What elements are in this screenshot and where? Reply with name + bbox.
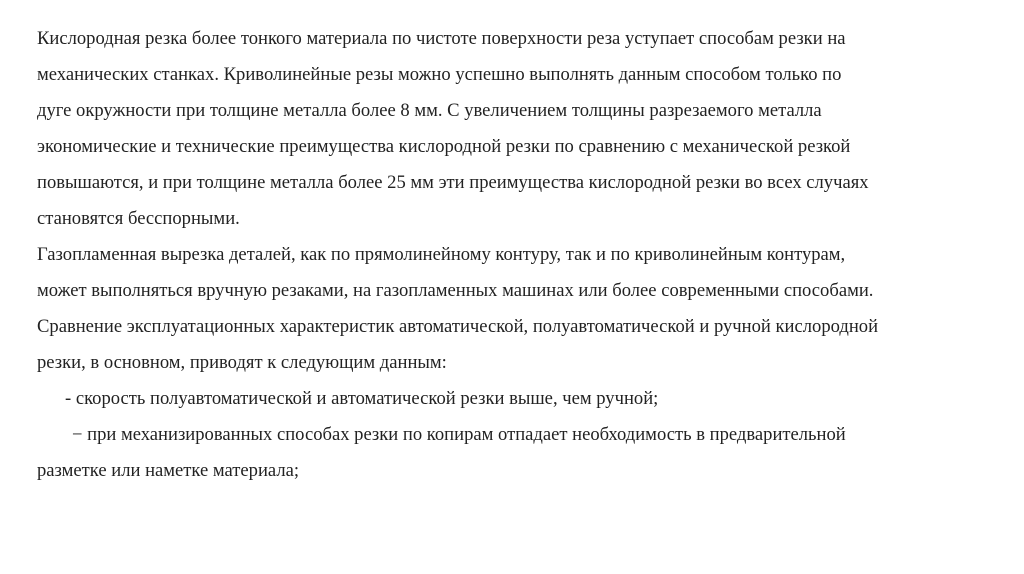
text-line-3: дуге окружности при толщине металла более 8 мм. С увеличением толщины разрезаемого металла	[37, 100, 822, 121]
text-line-10: резки, в основном, приводят к следующим данным:	[37, 352, 447, 373]
text-line-2: механических станках. Криволинейные резы можно успешно выполнять данным способом только по	[37, 64, 842, 85]
text-line-9: Сравнение эксплуатационных характеристик автоматической, полуавтоматической и ручной кислородной	[37, 316, 879, 337]
text-line-6: становятся бесспорными.	[37, 208, 240, 229]
text-line-13: разметке или наметке материала;	[37, 460, 300, 481]
text-line-4: экономические и технические преимущества кислородной резки по сравнению с механической резкой	[37, 136, 851, 157]
text-line-5: повышаются, и при толщине металла более 25 мм эти преимущества кислородной резки во всех случаях	[37, 172, 869, 193]
text-line-7: Газопламенная вырезка деталей, как по прямолинейному контуру, так и по криволинейным контурам,	[37, 244, 846, 265]
text-line-1: Кислородная резка более тонкого материала по чистоте поверхности реза уступает способам резки на	[37, 28, 846, 49]
list-item-1: - скорость полуавтоматической и автоматической резки выше, чем ручной;	[65, 388, 659, 409]
list-item-2: − при механизированных способах резки по копирам отпадает необходимость в предварительной	[72, 424, 846, 445]
text-line-8: может выполняться вручную резаками, на газопламенных машинах или более современными способами.	[37, 280, 874, 301]
